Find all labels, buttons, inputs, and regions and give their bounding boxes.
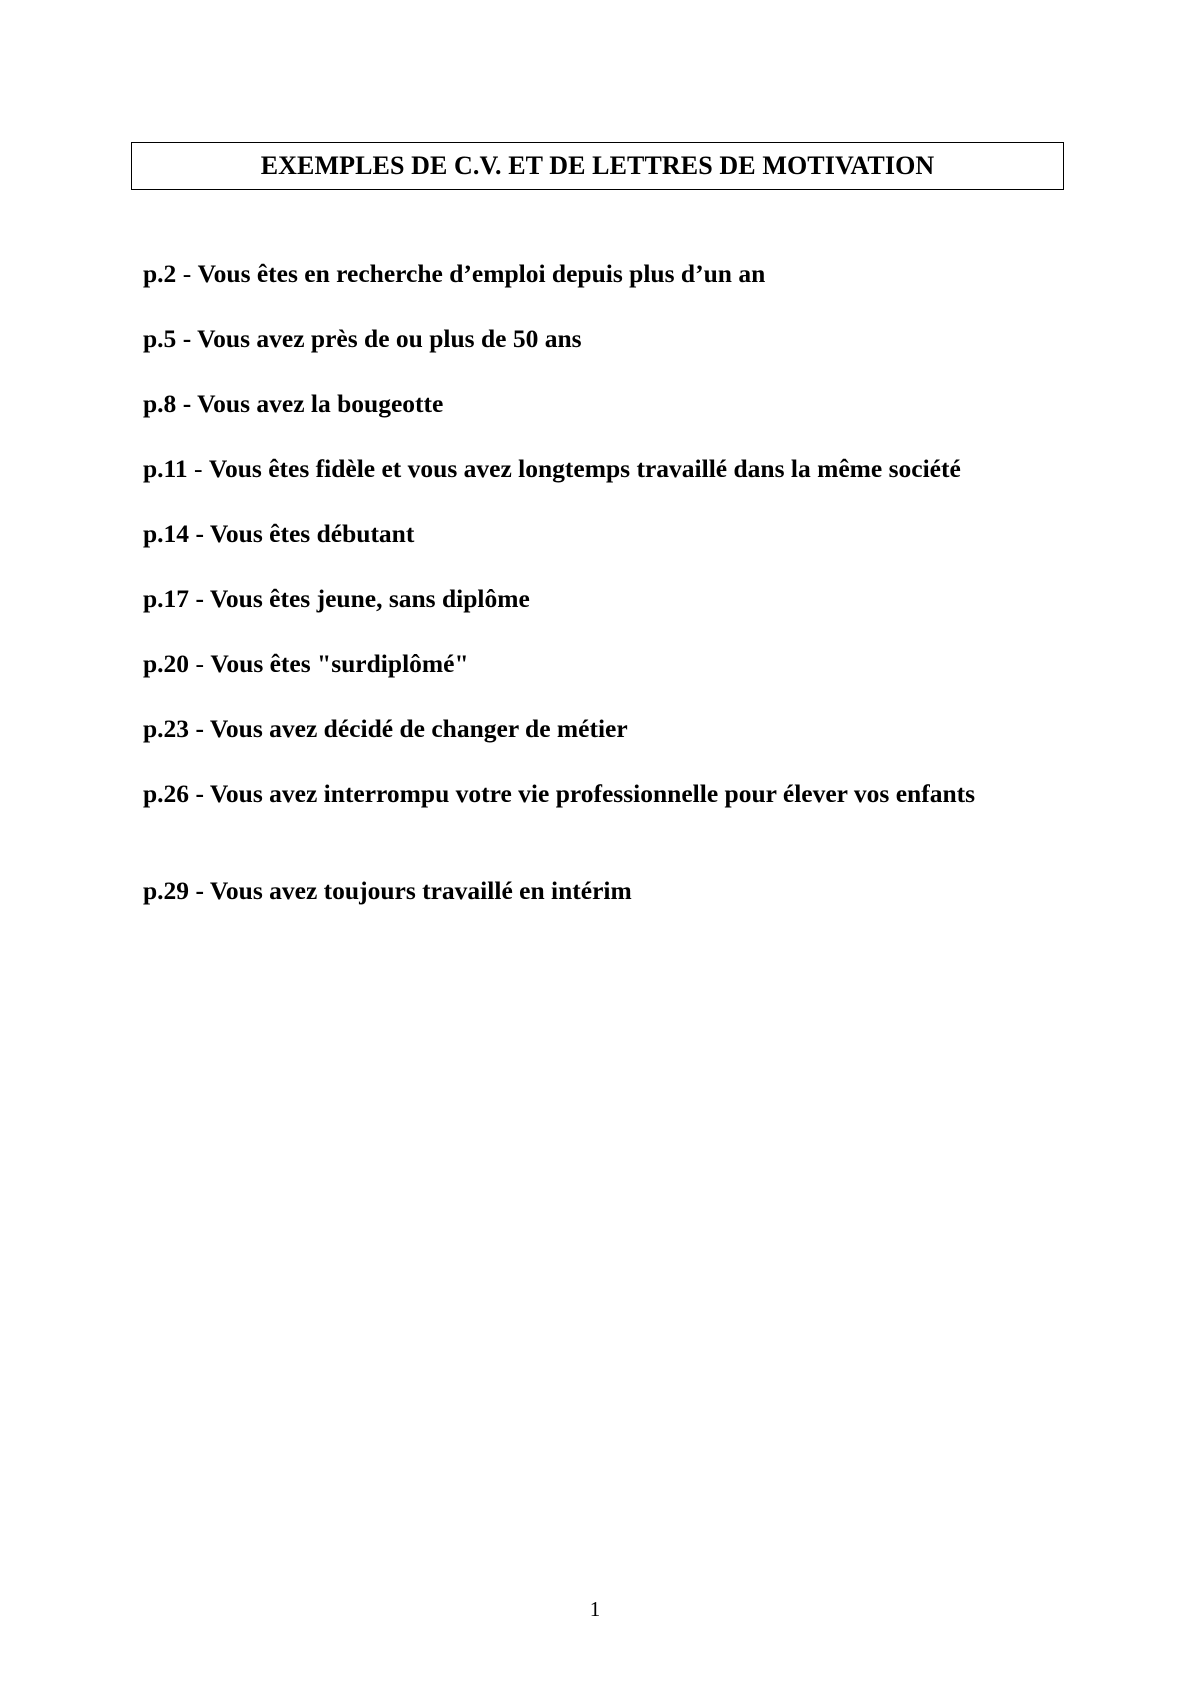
toc-entry-text: Vous êtes débutant xyxy=(209,519,415,548)
toc-entry-text: Vous avez la bougeotte xyxy=(197,389,444,418)
toc-separator: - xyxy=(189,649,211,678)
toc-item xyxy=(143,778,1003,810)
toc-item xyxy=(143,453,1063,485)
document-title: EXEMPLES DE C.V. ET DE LETTRES DE MOTIVATION xyxy=(260,151,935,180)
title-box xyxy=(131,142,1064,190)
toc-item xyxy=(143,388,1063,420)
toc-item xyxy=(143,875,1063,907)
toc-page-ref: p.5 xyxy=(143,324,177,353)
toc-item xyxy=(143,648,1063,680)
toc-separator: - xyxy=(189,519,210,548)
toc-item xyxy=(143,323,1063,355)
page-number: 1 xyxy=(589,1597,601,1621)
toc-separator: - xyxy=(189,584,210,613)
toc-separator: - xyxy=(176,259,198,288)
toc-page-ref: p.20 xyxy=(143,649,190,678)
toc-page-ref: p.17 xyxy=(143,584,190,613)
toc-item xyxy=(143,583,1063,615)
toc-entry-text: Vous êtes "surdiplômé" xyxy=(210,649,469,678)
toc-separator: - xyxy=(176,324,198,353)
toc-entry-text: Vous avez toujours travaillé en intérim xyxy=(209,876,632,905)
toc-entry-text: Vous êtes en recherche d’emploi depuis plus d’un an xyxy=(197,259,766,288)
toc-page-ref: p.26 xyxy=(143,779,190,808)
toc-entry-text: Vous avez près de ou plus de 50 ans xyxy=(197,324,582,353)
toc-separator: - xyxy=(176,389,198,418)
toc-separator: - xyxy=(189,714,210,743)
toc-page-ref: p.29 xyxy=(143,876,190,905)
toc-page-ref: p.23 xyxy=(143,714,190,743)
toc-page-ref: p.2 xyxy=(143,259,177,288)
toc-separator: - xyxy=(189,779,210,808)
toc-entry-text: Vous avez interrompu votre vie professionnelle pour élever vos enfants xyxy=(209,779,976,808)
toc-entry-text: Vous êtes jeune, sans diplôme xyxy=(209,584,530,613)
toc-entry-text: Vous avez décidé de changer de métier xyxy=(209,714,628,743)
toc-item xyxy=(143,713,1063,745)
toc-separator: - xyxy=(187,454,209,483)
toc-page-ref: p.14 xyxy=(143,519,190,548)
toc-page-ref: p.8 xyxy=(143,389,177,418)
toc-entry-text: Vous êtes fidèle et vous avez longtemps travaillé dans la même société xyxy=(208,454,961,483)
toc-item xyxy=(143,258,1063,290)
toc-page-ref: p.11 xyxy=(143,454,188,483)
toc-item xyxy=(143,518,1063,550)
toc-separator: - xyxy=(189,876,210,905)
